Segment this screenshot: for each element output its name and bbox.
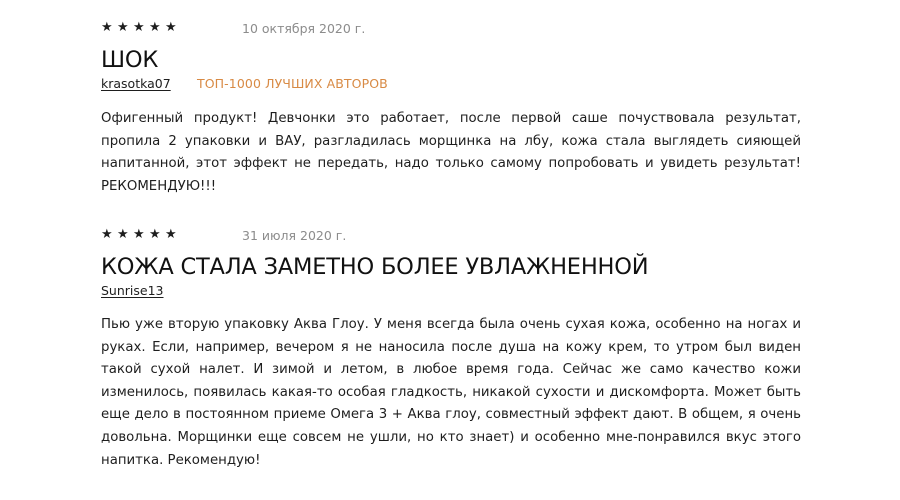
star-icon: ★ [165,227,177,242]
review-date: 10 октября 2020 г. [242,21,366,36]
star-icon: ★ [133,20,145,35]
author-line [101,282,801,300]
author-link[interactable]: Sunrise13 [101,283,164,298]
review-meta [101,16,801,36]
star-rating [101,16,181,34]
review-text: Пью уже вторую упаковку Аква Глоу. У меня всегда была очень сухая кожа, особенно на ногах и руках. Если, например, вечером я не наносила после душа на кожу крем, то утром был виден такой сухой налет. И зимой и летом, в любое время года. Сейчас же само качество кожи изменилось, появилась какая-то особая гладкость, никакой сухости и дискомфорта. Может быть еще дело в постоянном приеме Омега 3 + Аква глоу, совместный эффект дают. В общем, я очень довольна. Морщинки еще совсем не ушли, но кто знает) и особенно мне-понравился вкус этого напитка. Рекомендую! [101,317,801,468]
author-line [101,75,801,93]
review-title: КОЖА СТАЛА ЗАМЕТНО БОЛЕЕ УВЛАЖНЕННОЙ [101,254,649,280]
star-icon: ★ [101,20,113,35]
star-icon: ★ [149,20,161,35]
author-link[interactable]: krasotka07 [101,76,171,91]
star-icon: ★ [133,227,145,242]
star-icon: ★ [117,20,129,35]
star-icon: ★ [117,227,129,242]
star-icon: ★ [101,227,113,242]
author-rank-badge: ТОП-1000 ЛУЧШИХ АВТОРОВ [197,76,388,91]
review-card [101,16,801,198]
review-title: ШОК [101,47,159,73]
review-meta [101,223,801,243]
review-text: Офигенный продукт! Девчонки это работает, после первой саше почуствовала результат, пропила 2 упаковки и ВАУ, разгладилась морщинка на лбу, кожа стала выглядеть сияющей напитанной, этот эффект не передать, надо только самому попробовать и увидеть результат! РЕКОМЕНДУЮ!!! [101,111,801,194]
star-icon: ★ [149,227,161,242]
review-date: 31 июля 2020 г. [242,228,347,243]
star-icon: ★ [165,20,177,35]
review-card [101,223,801,472]
star-rating [101,223,181,241]
